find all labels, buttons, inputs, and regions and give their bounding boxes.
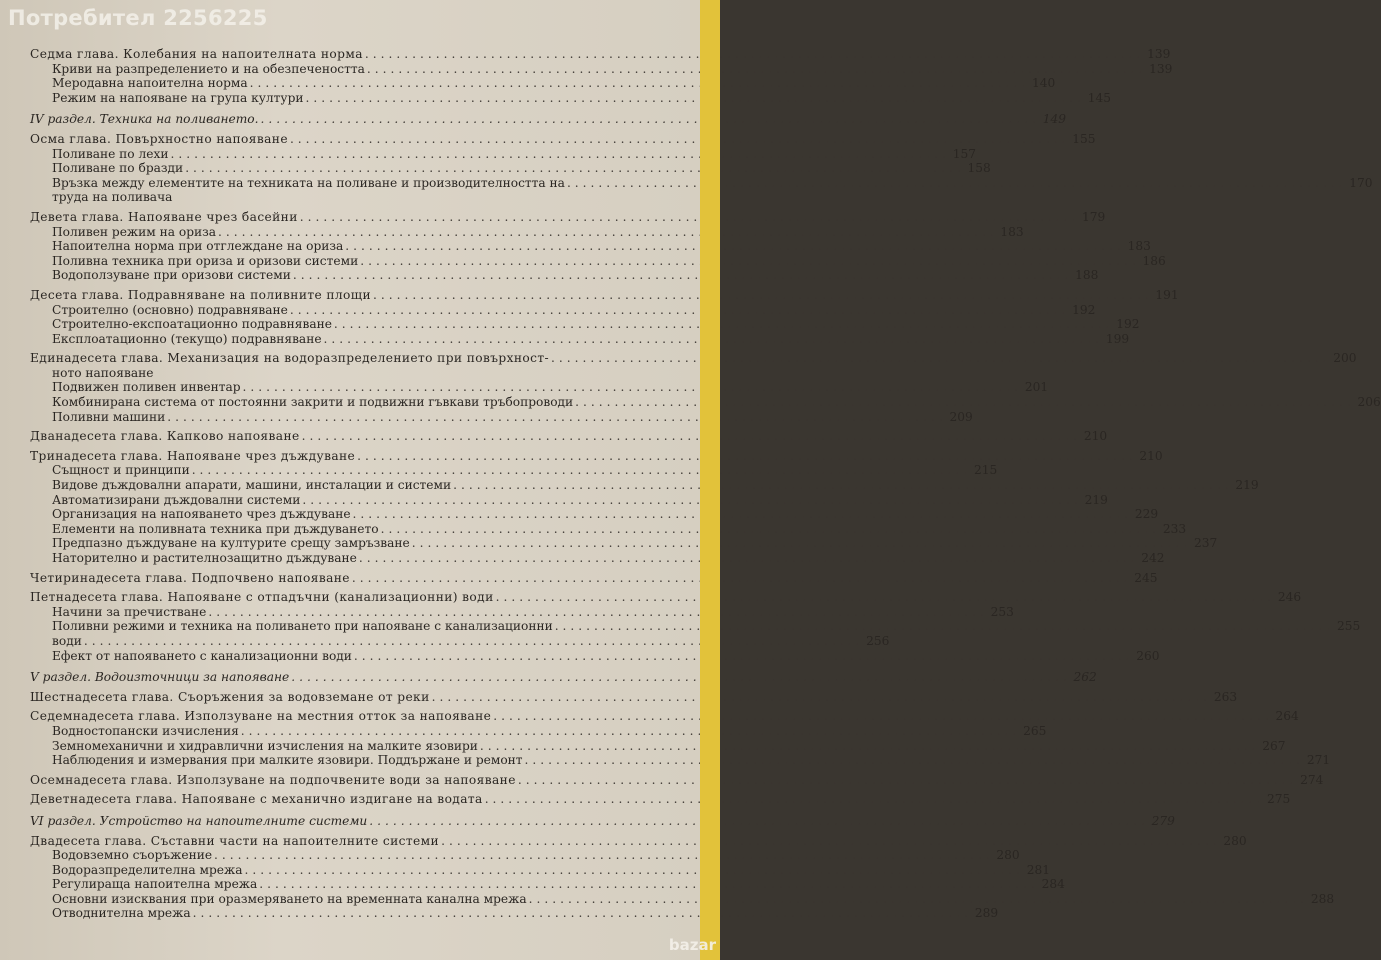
toc-entry-title: Отводнителна мрежа	[52, 906, 191, 921]
leader-dots	[453, 478, 1233, 493]
toc-entry	[30, 429, 1108, 444]
leader-dots	[365, 47, 1145, 62]
leader-dots	[360, 254, 1140, 269]
toc-entry-page: 271	[1306, 753, 1331, 768]
toc-entry	[30, 551, 1165, 566]
toc-entry	[30, 131, 1096, 147]
leader-dots	[214, 848, 994, 863]
toc-entry-title: Петнадесета глава. Напояване с отпадъчни (канализационни) води	[30, 590, 494, 605]
toc-entry-page: 215	[973, 463, 998, 478]
leader-dots	[170, 147, 950, 162]
leader-dots	[432, 690, 1212, 705]
toc-entry-title: Осма глава. Повърхностно напояване	[30, 131, 288, 146]
leader-dots	[261, 112, 1041, 127]
toc-entry-title: Девета глава. Напояване чрез басейни	[30, 209, 298, 224]
toc-entry	[30, 146, 977, 162]
toc-entry-title: Поливна техника при ориза и оризови системи	[52, 253, 359, 268]
toc-entry-page: 262	[1073, 670, 1097, 685]
leader-dots	[369, 814, 1149, 829]
leader-dots	[359, 551, 1139, 566]
toc-entry-title: Строително-експоатационно подравняване	[52, 317, 332, 332]
toc-entry-page: 267	[1262, 738, 1286, 753]
toc-entry-title: труда на поливача	[52, 190, 173, 205]
toc-entry	[30, 112, 1067, 127]
toc-entry-title: IV раздел. Техника на поливането.	[30, 112, 259, 127]
toc-entry-page: 183	[1127, 239, 1151, 254]
toc-entry-title: Наблюдения и измервания при малките язовири. Поддържане и ремонт	[52, 753, 523, 768]
toc-entry-title: VI раздел. Устройство на напоителните системи	[30, 813, 368, 828]
toc-entry-page: 253	[990, 604, 1014, 619]
toc-entry	[30, 331, 1130, 347]
toc-entry	[30, 175, 1373, 191]
toc-entry-title: Четиринадесета глава. Подпочвено напояване	[30, 570, 350, 585]
toc-entry-page: 157	[952, 146, 977, 161]
toc-entry-page: 139	[1149, 61, 1173, 76]
leader-dots	[551, 351, 1331, 366]
toc-entry-page: 183	[1000, 224, 1024, 239]
toc-entry	[30, 61, 1173, 77]
toc-entry	[30, 492, 1108, 508]
toc-entry-title: Поливане по лехи	[52, 146, 169, 161]
toc-entry-page: 186	[1142, 253, 1166, 268]
leader-dots	[352, 571, 1132, 586]
toc-entry-title: Водовземно съоръжение	[52, 848, 213, 863]
leader-dots	[373, 288, 1153, 303]
toc-entry	[30, 190, 680, 205]
toc-entry-title: Седма глава. Колебания на напоителната норма	[30, 47, 363, 61]
toc-entry	[30, 738, 1286, 754]
toc-entry-page: 219	[1084, 492, 1108, 507]
toc-entry-page: 265	[1023, 723, 1047, 738]
toc-entry-page: 260	[1136, 648, 1160, 663]
toc-entry-title: Връзка между елементите на техниката на поливане и производителността на	[52, 175, 565, 190]
toc-entry-page: 201	[1024, 380, 1049, 395]
leader-dots	[245, 863, 1025, 878]
toc-entry	[30, 862, 1051, 878]
toc-entry-page: 179	[1082, 209, 1106, 224]
toc-entry	[30, 813, 1175, 829]
toc-entry-title: Деветнадесета глава. Напояване с механично издигане на водата	[30, 792, 483, 807]
toc-entry	[30, 709, 1299, 724]
leader-dots	[518, 773, 1298, 788]
toc-entry-title: Елементи на поливната техника при дъждуването	[52, 521, 379, 536]
toc-entry-title: ното напояване	[52, 365, 154, 380]
leader-dots	[218, 225, 998, 240]
toc-entry-title: Основни изисквания при оразмеряването на временната канална мрежа	[52, 891, 527, 906]
toc-entry	[30, 848, 1020, 863]
leader-dots	[250, 76, 1030, 91]
toc-entry-page: 264	[1275, 709, 1299, 724]
toc-entry-page: 199	[1105, 331, 1130, 346]
toc-entry	[30, 891, 1335, 907]
toc-entry-title: Режим на напояване на група култури	[52, 90, 304, 105]
toc-entry-title: Тринадесета глава. Напояване чрез дъждуване	[30, 448, 356, 463]
toc-entry-page: 279	[1151, 813, 1175, 828]
leader-dots	[480, 739, 1260, 754]
toc-entry-page: 280	[996, 848, 1020, 863]
leader-dots	[300, 210, 1080, 225]
toc-entry-title: Двадесета глава. Съставни части на напоителните системи	[30, 833, 440, 848]
toc-entry-page: 210	[1139, 448, 1163, 463]
toc-entry	[30, 670, 1097, 685]
toc-entry-title: Земномеханични и хидравлични изчисления на малките язовири	[52, 738, 478, 753]
toc-entry	[30, 507, 1159, 522]
toc-entry	[30, 448, 1163, 464]
leader-dots	[192, 463, 972, 478]
toc-entry	[30, 604, 1014, 620]
toc-entry	[30, 395, 1381, 410]
toc-entry-title: Единадесета глава. Механизация на водоразпределението при повърхност-	[30, 351, 549, 366]
toc-entry-page: 275	[1266, 792, 1291, 807]
toc-entry-page: 149	[1042, 112, 1067, 127]
toc-entry-title: Дванадесета глава. Капково напояване	[30, 429, 300, 444]
toc-entry-title: Поливен режим на ориза	[52, 224, 217, 239]
toc-entry-title: Автоматизирани дъждовални системи	[52, 492, 301, 507]
toc-entry	[30, 224, 1024, 240]
toc-entry	[30, 380, 1049, 395]
toc-entry-title: Експлоатационно (текущо) подравняване	[52, 331, 322, 346]
leader-dots	[334, 317, 1114, 332]
toc-entry-title: Видове дъждовални апарати, машини, инсталации и системи	[52, 478, 452, 493]
toc-entry	[30, 772, 1324, 788]
toc-entry-title: Организация на напояването чрез дъждуване	[52, 507, 351, 522]
toc-entry	[30, 253, 1166, 269]
toc-entry-page: 210	[1083, 429, 1108, 444]
toc-entry-title: води	[52, 633, 82, 648]
leader-dots	[441, 834, 1221, 849]
toc-entry-page: 219	[1235, 478, 1259, 493]
toc-entry-page: 288	[1310, 891, 1335, 906]
toc-entry	[30, 521, 1187, 537]
leader-dots	[167, 410, 947, 425]
toc-entry	[30, 287, 1179, 303]
toc-entry-page: 155	[1072, 131, 1096, 146]
toc-entry-page: 256	[866, 633, 890, 648]
toc-entry-title: Шестнадесета глава. Съоръжения за водовземане от реки	[30, 689, 430, 704]
leader-dots	[241, 724, 1021, 739]
leader-dots	[259, 877, 1039, 892]
leader-dots	[367, 62, 1147, 77]
leader-dots	[575, 395, 1355, 410]
toc-entry-title: Водоразпределителна мрежа	[52, 862, 243, 877]
toc-entry-title: Поливане по бразди	[52, 161, 184, 176]
toc-entry	[30, 536, 1218, 551]
leader-dots	[290, 303, 1070, 318]
toc-entry-page: 245	[1134, 570, 1158, 585]
leader-dots	[293, 268, 1073, 283]
toc-entry-title: Водностопански изчисления	[52, 723, 239, 738]
leader-dots	[185, 161, 965, 176]
toc-entry-page: 206	[1357, 395, 1381, 410]
leader-dots	[412, 536, 1192, 551]
toc-entry-page: 280	[1223, 833, 1247, 848]
toc-entry	[30, 570, 1158, 586]
toc-entry	[30, 877, 1065, 892]
leader-dots	[357, 449, 1137, 464]
toc-entry	[30, 723, 1047, 739]
toc-entry	[30, 633, 890, 649]
toc-entry	[30, 590, 1302, 605]
toc-entry	[30, 906, 999, 921]
toc-entry-page: 289	[974, 906, 999, 921]
toc-entry-page: 188	[1075, 268, 1099, 283]
toc-entry	[30, 209, 1106, 225]
leader-dots	[302, 493, 1082, 508]
leader-dots	[243, 380, 1023, 395]
toc-entry-page: 274	[1300, 772, 1324, 787]
toc-entry-page: 229	[1134, 507, 1159, 522]
toc-entry-title: Комбинирана система от постоянни закрити и подвижни гъвкави тръбопроводи	[52, 395, 574, 410]
leader-dots	[525, 753, 1305, 768]
leader-dots	[84, 634, 864, 649]
toc-entry	[30, 833, 1247, 849]
toc-entry-title: Десета глава. Подравняване на поливните площи	[30, 287, 372, 302]
toc-entry-page: 158	[967, 161, 991, 176]
toc-entry	[30, 753, 1331, 768]
toc-entry	[30, 302, 1096, 318]
leader-dots	[306, 91, 1086, 106]
leader-dots	[555, 619, 1335, 634]
toc-entry-page: 191	[1155, 287, 1179, 302]
toc-entry-title: Напоителна норма при отглеждане на ориза	[52, 239, 344, 254]
user-watermark: Потребител 2256225	[8, 6, 268, 30]
leader-dots	[302, 429, 1082, 444]
toc-entry-title: Поливни режими и техника на поливането при напояване с канализационни	[52, 619, 553, 634]
toc-entry	[30, 689, 1238, 705]
leader-dots	[353, 507, 1133, 522]
toc-entry-page: 242	[1141, 551, 1165, 565]
toc-entry-page: 140	[1031, 76, 1056, 91]
site-logo: bazar	[668, 936, 716, 954]
leader-dots	[193, 906, 973, 921]
toc-entry	[30, 161, 991, 176]
leader-dots	[567, 176, 1347, 191]
toc-entry	[30, 409, 973, 425]
leader-dots	[381, 522, 1161, 537]
toc-entry-page: 170	[1349, 175, 1373, 190]
leader-dots	[493, 709, 1273, 724]
toc-entry-page: 246	[1277, 590, 1302, 605]
toc-entry-page: 284	[1041, 877, 1065, 892]
toc-entry-title: Строително (основно) подравняване	[52, 302, 288, 317]
leader-dots	[208, 605, 988, 620]
toc-entry	[30, 619, 1361, 634]
toc-entry-page: 192	[1116, 317, 1140, 332]
toc-entry	[30, 478, 1259, 493]
toc-entry	[30, 463, 998, 478]
toc-entry-title: Ефект от напояването с канализационни води	[52, 648, 352, 663]
toc-entry-title: Седемнадесета глава. Използуване на местния отток за напояване	[30, 709, 492, 724]
toc-entry	[30, 239, 1151, 254]
toc-entry	[30, 366, 680, 381]
toc-entry-page: 145	[1087, 90, 1112, 105]
toc-entry-page: 192	[1072, 302, 1096, 317]
toc-entry-title: Водоползуване при оризови системи	[52, 268, 291, 283]
toc-entry-title: Наторително и растителнозащитно дъждуване	[52, 551, 357, 565]
toc-entry-page: 209	[949, 409, 973, 424]
toc-entry	[30, 76, 1056, 91]
toc-entry-title: Меродавна напоителна норма	[52, 76, 248, 91]
toc-entry-title: Поливни машини	[52, 409, 166, 424]
yellow-background-edge	[700, 0, 720, 960]
toc-entry-page: 255	[1336, 619, 1361, 634]
toc-entry-page: 237	[1194, 536, 1218, 551]
toc-entry	[30, 317, 1140, 332]
toc-entry	[30, 47, 1171, 62]
toc-entry-page: 139	[1147, 47, 1171, 61]
toc-entry-page: 281	[1026, 862, 1051, 877]
table-of-contents	[30, 42, 1381, 921]
toc-entry	[30, 268, 1099, 283]
leader-dots	[496, 590, 1276, 605]
toc-entry-title: Подвижен поливен инвентар	[52, 380, 241, 395]
toc-entry	[30, 90, 1112, 106]
toc-entry-page: 200	[1333, 351, 1357, 366]
toc-entry	[30, 648, 1160, 664]
toc-entry-title: Предпазно дъждуване на културите срещу замръзване	[52, 536, 410, 551]
toc-entry-page: 233	[1162, 521, 1187, 536]
leader-dots	[354, 649, 1134, 664]
toc-entry-title: V раздел. Водоизточници за напояване	[30, 670, 290, 685]
leader-dots	[290, 132, 1070, 147]
toc-entry-title: Осемнадесета глава. Използуване на подпочвените води за напояване	[30, 772, 516, 787]
leader-dots	[485, 792, 1265, 807]
leader-dots	[345, 239, 1125, 254]
toc-entry-title: Същност и принципи	[52, 463, 190, 478]
toc-entry-title: Начини за пречистване	[52, 604, 207, 619]
toc-entry	[30, 792, 1291, 807]
leader-dots	[529, 892, 1309, 907]
toc-entry-page: 263	[1213, 689, 1238, 704]
toc-entry	[30, 351, 1357, 366]
toc-entry-title: Криви на разпределението и на обезпечеността	[52, 61, 365, 76]
toc-entry-title: Регулираща напоителна мрежа	[52, 877, 258, 892]
leader-dots	[291, 670, 1071, 685]
